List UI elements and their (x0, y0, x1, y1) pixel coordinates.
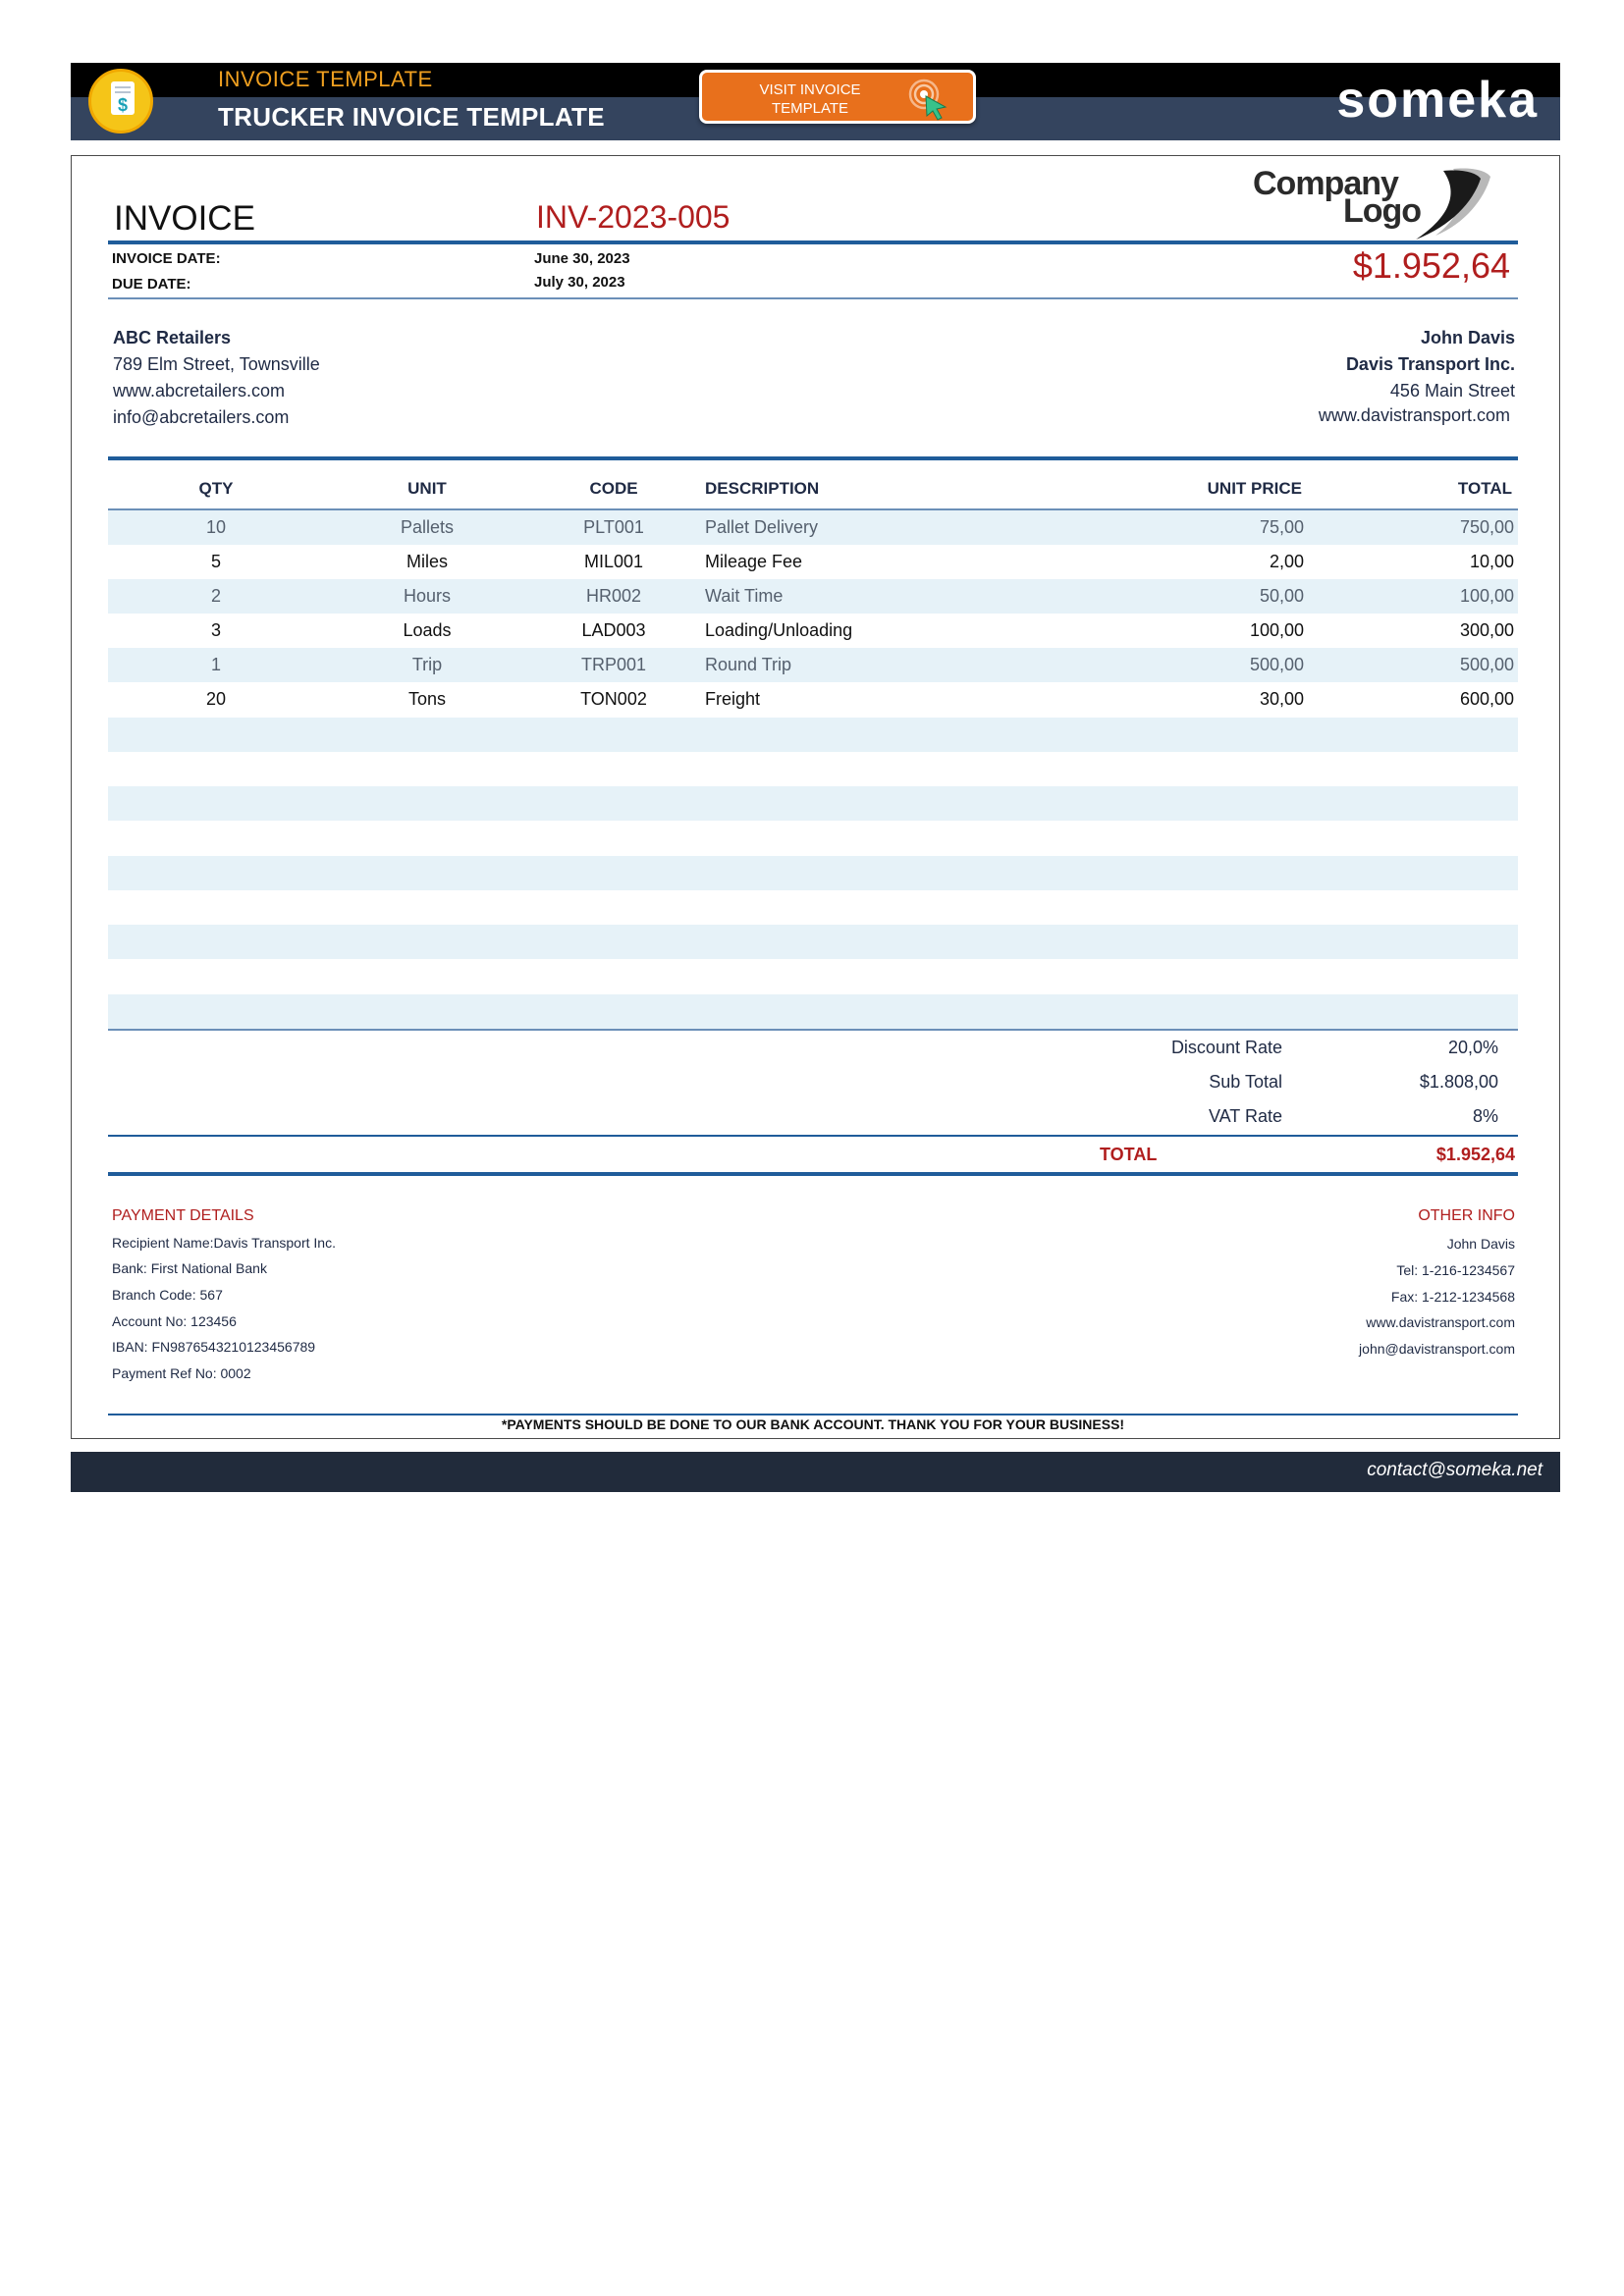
table-row (108, 786, 1518, 821)
due-date-label: DUE DATE: (112, 276, 191, 293)
table-row (108, 579, 1518, 614)
discount-rate-label: Discount Rate (1170, 1038, 1282, 1057)
cell-code: PLT001 (583, 517, 644, 537)
payment-bank: Bank: First National Bank (112, 1260, 267, 1276)
cell-code: LAD003 (581, 620, 646, 640)
visit-invoice-template-button[interactable] (699, 70, 976, 124)
header-subtitle: INVOICE TEMPLATE (218, 67, 433, 91)
payment-iban: IBAN: FN9876543210123456789 (112, 1339, 316, 1355)
cell-unit: Tons (407, 689, 447, 709)
cell-qty: 20 (205, 689, 227, 709)
table-row (108, 959, 1518, 993)
other-info-title: OTHER INFO (1418, 1207, 1515, 1224)
cell-unit: Pallets (400, 517, 455, 537)
cell-unit: Hours (403, 586, 451, 606)
invoice-dollar-icon: $ (88, 69, 153, 133)
table-top-rule (108, 456, 1518, 460)
other-info-tel: Tel: 1-216-1234567 (1396, 1262, 1515, 1278)
col-header-total: TOTAL (1457, 479, 1512, 498)
client-website: www.abcretailers.com (113, 381, 286, 400)
cell-total: 10,00 (1469, 552, 1514, 571)
subtotal-value: $1.808,00 (1419, 1072, 1498, 1092)
table-row (108, 510, 1518, 545)
discount-rate-value: 20,0% (1447, 1038, 1498, 1057)
sender-company: Davis Transport Inc. (1345, 354, 1515, 374)
company-logo-line1: Company (1253, 165, 1398, 202)
footer-rule (108, 1414, 1518, 1415)
col-header-description: DESCRIPTION (705, 479, 820, 498)
table-row (108, 856, 1518, 890)
due-date-value: July 30, 2023 (534, 274, 625, 291)
cell-unit: Trip (411, 655, 443, 674)
cell-total: 500,00 (1459, 655, 1514, 674)
other-info-website: www.davistransport.com (1366, 1314, 1515, 1330)
invoice-number: INV-2023-005 (536, 199, 731, 235)
table-row (108, 821, 1518, 855)
header-banner (71, 63, 1560, 140)
vat-rate-label: VAT Rate (1208, 1106, 1282, 1126)
cell-qty: 10 (205, 517, 227, 537)
cell-description: Round Trip (705, 655, 792, 674)
cell-unit-price: 30,00 (1259, 689, 1304, 709)
client-email: info@abcretailers.com (113, 407, 290, 427)
header-title: TRUCKER INVOICE TEMPLATE (218, 102, 605, 132)
visit-button-line2: TEMPLATE (771, 100, 849, 117)
cell-unit-price: 100,00 (1249, 620, 1304, 640)
col-header-unit-price: UNIT PRICE (1207, 479, 1302, 498)
table-row (108, 545, 1518, 579)
col-header-code: CODE (589, 479, 638, 498)
cell-code: MIL001 (583, 552, 644, 571)
cell-description: Freight (705, 689, 761, 709)
logo-swoosh-icon (1396, 165, 1504, 241)
someka-logo[interactable]: someka (1336, 72, 1539, 129)
other-info-email: john@davistransport.com (1359, 1341, 1515, 1357)
summary-rule (108, 1135, 1518, 1137)
vat-rate-value: 8% (1472, 1106, 1498, 1126)
payment-ref-no: Payment Ref No: 0002 (112, 1365, 251, 1381)
invoice-date-label: INVOICE DATE: (112, 250, 221, 267)
table-row (108, 682, 1518, 717)
table-row (108, 718, 1518, 752)
cell-unit: Loads (403, 620, 452, 640)
company-logo-line2: Logo (1343, 192, 1422, 230)
cell-unit-price: 2,00 (1269, 552, 1304, 571)
payment-note: *PAYMENTS SHOULD BE DONE TO OUR BANK ACCOUNT. THANK YOU FOR YOUR BUSINESS! (501, 1416, 1125, 1432)
payment-branch-code: Branch Code: 567 (112, 1287, 223, 1303)
sender-name: John Davis (1420, 328, 1515, 347)
table-row (108, 994, 1518, 1029)
dates-rule (108, 297, 1518, 299)
company-logo (1249, 165, 1506, 241)
cell-total: 100,00 (1459, 586, 1514, 606)
cell-unit: Miles (406, 552, 448, 571)
grand-total-label: TOTAL (1100, 1145, 1158, 1164)
cell-qty: 2 (210, 586, 221, 606)
invoice-total-amount: $1.952,64 (1352, 245, 1510, 286)
visit-button-line1: VISIT INVOICE (759, 81, 861, 98)
cell-description: Pallet Delivery (705, 517, 819, 537)
payment-details-title: PAYMENT DETAILS (112, 1207, 254, 1224)
cell-description: Loading/Unloading (705, 620, 853, 640)
invoice-date-value: June 30, 2023 (534, 250, 630, 267)
grand-total-value: $1.952,64 (1435, 1145, 1515, 1164)
col-header-qty: QTY (198, 479, 234, 498)
col-header-unit: UNIT (407, 479, 447, 498)
total-bottom-rule (108, 1172, 1518, 1176)
cell-total: 750,00 (1459, 517, 1514, 537)
cell-total: 300,00 (1459, 620, 1514, 640)
cell-code: TRP001 (580, 655, 647, 674)
cell-unit-price: 75,00 (1259, 517, 1304, 537)
payment-account-no: Account No: 123456 (112, 1313, 237, 1329)
cell-total: 600,00 (1459, 689, 1514, 709)
contact-email-link[interactable]: contact@someka.net (1367, 1460, 1543, 1480)
cell-code: TON002 (580, 689, 647, 709)
client-address: 789 Elm Street, Townsville (113, 354, 320, 374)
table-row (108, 890, 1518, 925)
cell-qty: 1 (210, 655, 221, 674)
table-row (108, 752, 1518, 786)
cell-qty: 5 (210, 552, 221, 571)
footer-bar (71, 1452, 1560, 1492)
table-row (108, 614, 1518, 648)
table-row (108, 648, 1518, 682)
cell-description: Wait Time (705, 586, 784, 606)
other-info-name: John Davis (1446, 1236, 1515, 1252)
header-rule (108, 240, 1518, 244)
click-cursor-icon (906, 78, 951, 121)
sender-address: 456 Main Street (1389, 381, 1515, 400)
cell-description: Mileage Fee (705, 552, 803, 571)
invoice-label: INVOICE (114, 199, 255, 238)
cell-code: HR002 (585, 586, 642, 606)
table-bottom-rule (108, 1029, 1518, 1031)
cell-unit-price: 50,00 (1259, 586, 1304, 606)
subtotal-label: Sub Total (1209, 1072, 1282, 1092)
payment-recipient: Recipient Name:Davis Transport Inc. (112, 1235, 336, 1251)
cell-qty: 3 (210, 620, 221, 640)
other-info-fax: Fax: 1-212-1234568 (1390, 1289, 1515, 1305)
cell-unit-price: 500,00 (1249, 655, 1304, 674)
sender-website: www.davistransport.com (1318, 405, 1510, 425)
table-row (108, 925, 1518, 959)
client-name: ABC Retailers (113, 328, 232, 347)
